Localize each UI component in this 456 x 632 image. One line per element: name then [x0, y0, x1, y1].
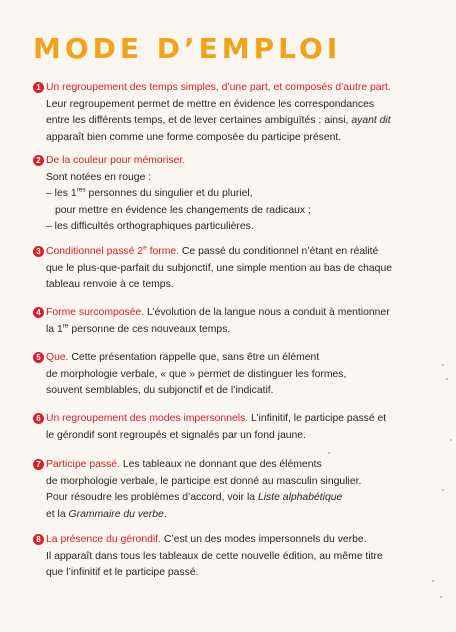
section-7-italic-grammaire: Grammaire du verbe: [68, 508, 164, 520]
section-1-line-2: [46, 113, 442, 130]
section-1-heading: Un regroupement des temps simples, d’une part, et composés d’autre part.: [46, 82, 391, 93]
section-2-superscript: res: [76, 186, 86, 194]
paper-speck: [446, 378, 448, 380]
section-2-line-2a: – les 1: [46, 188, 77, 199]
number-badge-1: 1: [33, 82, 44, 93]
section-3-line-3: tableau renvoie à ce temps.: [46, 279, 174, 290]
section-2-line-2: [46, 186, 442, 203]
paper-speck: [328, 452, 330, 454]
number-badge-5: 5: [33, 352, 44, 363]
section-8-line-1: [46, 532, 442, 549]
section-8-line-2: Il apparaît dans tous les tableaux de cette nouvelle édition, au même titre: [46, 550, 383, 562]
section-6-line-1-text: L’infinitif, le participe passé et: [248, 413, 387, 424]
section-7-line-2: de morphologie verbale, le participe est donné au masculin singulier.: [46, 475, 362, 487]
section-8: [36, 532, 442, 582]
number-badge-7: 7: [33, 459, 44, 470]
section-7-line-3a: Pour résoudre les problèmes d’accord, voir la: [46, 492, 258, 503]
section-5-line-1: [46, 350, 442, 367]
section-7-line-4b: .: [163, 508, 167, 520]
section-6: [36, 411, 442, 444]
section-4-line-2b: personne de ces nouveaux temps.: [68, 323, 231, 335]
section-6-line-1: [46, 411, 442, 428]
section-3-line-1-text: Ce passé du conditionnel n’étant en réalité: [179, 246, 379, 257]
section-4-superscript: re: [62, 322, 69, 330]
section-6-line-2: le gérondif sont regroupés et signalés par un fond jaune.: [46, 429, 306, 441]
section-4-line-1: [46, 305, 442, 322]
section-7-line-4: [46, 507, 442, 524]
section-2: [36, 153, 442, 236]
paper-speck: [440, 596, 442, 598]
number-badge-3: 3: [33, 246, 44, 257]
number-badge-2: 2: [33, 155, 44, 166]
section-2-line-1: Sont notées en rouge :: [46, 171, 152, 183]
section-5-heading: Que.: [46, 352, 69, 363]
section-1-line-3: apparaît bien comme une forme composée du participe présent.: [46, 131, 342, 143]
section-4-line-1-text: L’évolution de la langue nous a conduit à mentionner: [144, 307, 390, 318]
section-4-line-2: [46, 322, 442, 339]
section-2-heading: De la couleur pour mémoriser.: [46, 155, 186, 166]
section-5-line-2: de morphologie verbale, « que » permet de distinguer les formes,: [46, 368, 347, 380]
section-7-italic-liste: Liste alphabétique: [257, 492, 343, 503]
section-5: [36, 350, 442, 400]
number-badge-4: 4: [33, 307, 44, 318]
section-1-italic-ayant-dit: ayant dit: [351, 115, 391, 126]
section-3-heading-end: forme.: [146, 246, 180, 257]
paper-speck: [432, 580, 434, 582]
section-6-heading: Un regroupement des modes impersonnels.: [46, 413, 249, 424]
section-4-heading: Forme surcomposée.: [46, 307, 145, 318]
section-3-heading-superscript: e: [143, 244, 147, 252]
section-2-line-2b: personnes du singulier et du pluriel,: [85, 188, 253, 199]
section-7: [36, 457, 442, 523]
section-7-line-1: [46, 457, 442, 474]
section-3-line-1: [46, 244, 442, 261]
section-2-line-4: – les difficultés orthographiques particulières.: [46, 221, 254, 232]
section-7-heading: Participe passé.: [46, 459, 120, 470]
page-title: MODE D’EMPLOI: [33, 32, 342, 65]
section-1: [36, 80, 442, 146]
number-badge-8: 8: [33, 534, 44, 545]
paper-speck: [442, 489, 444, 491]
section-3: [36, 244, 442, 294]
section-3-line-2: que le plus-que-parfait du subjonctif, une simple mention au bas de chaque: [46, 262, 393, 274]
section-4: [36, 305, 442, 338]
section-1-line-1: Leur regroupement permet de mettre en évidence les correspondances: [46, 98, 375, 110]
section-8-heading: La présence du gérondif.: [46, 534, 161, 545]
section-7-line-4a: et la: [46, 508, 69, 520]
section-8-line-3: que l’infinitif et le participe passé.: [46, 567, 199, 578]
paper-speck: [442, 364, 444, 366]
section-7-line-3: [46, 490, 442, 507]
section-1-line-2-text: entre les différents temps, et de lever certaines ambiguïtés : ainsi,: [46, 115, 349, 126]
section-7-line-1-text: Les tableaux ne donnant que des éléments: [119, 459, 322, 470]
section-3-heading: Conditionnel passé 2: [46, 246, 144, 257]
section-5-line-3: souvent semblables, du subjonctif et de l’indicatif.: [46, 385, 274, 396]
section-8-line-1-text: C’est un des modes impersonnels du verbe.: [160, 534, 367, 545]
section-2-line-3: pour mettre en évidence les changements de radicaux ;: [55, 204, 311, 216]
section-4-line-2a: la 1: [46, 323, 63, 335]
section-5-line-1-text: Cette présentation rappelle que, sans être un élément: [68, 352, 320, 363]
paper-speck: [450, 439, 452, 441]
number-badge-6: 6: [33, 413, 44, 424]
